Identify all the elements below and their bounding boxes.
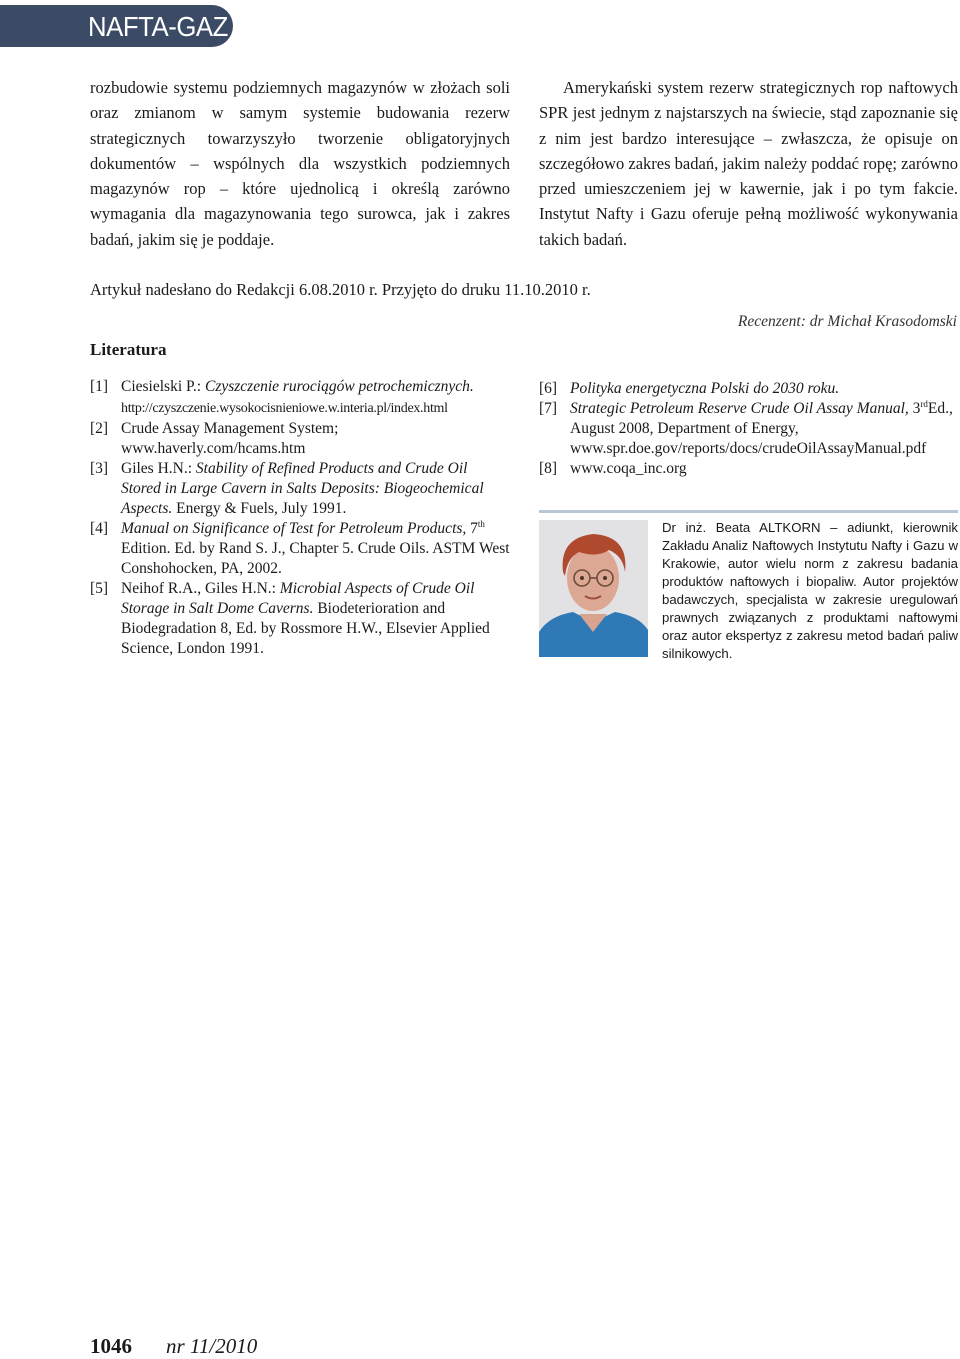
author-divider [539,510,958,513]
reference-number: [5] [90,580,109,597]
author-portrait-icon [539,520,648,657]
reference-sup: th [477,518,485,529]
reference-title: Polityka energetyczna Polski do 2030 roku. [570,380,840,397]
reference-text [570,459,959,479]
author-bio: Dr inż. Beata ALTKORN – adiunkt, kierownik Zakładu Analiz Naftowych Instytutu Nafty i Gazu w Krakowie, autor wielu norm z zakresu badania produktów naftowych i biopaliw. Autor projektów badawczych, specjalista w zakresie uregulowań prawnych związanych z produktami naftowymi oraz autor ekspertyz z zakresu metod badań paliw silnikowych. [662,520,958,661]
reference-number: [7] [539,400,558,417]
reference-title: Manual on Significance of Test for Petroleum Products, [121,520,467,537]
reference-item [90,377,510,419]
journal-title: NAFTA-GAZ [88,11,228,42]
reference-text [121,377,510,419]
references-right-column [539,379,959,479]
body-left-paragraph: rozbudowie systemu podziemnych magazynów w złożach soli oraz zmianom w samym systemie budowania rezerw strategicznych towarzyszyło tworzenie obligatoryjnych dokumentów – wspólnych dla wszystkich podziemnych magazynów rop – które ujednolicą i określą zarówno wymagania dla magazynowania tego surowca, jak i zakres badań, jakim się je poddaje. [90,78,510,249]
reference-item [539,459,959,479]
reference-item [90,519,510,579]
reference-source: Energy & Fuels, July 1991. [172,500,347,517]
reference-item [90,579,510,659]
reference-number: [3] [90,460,109,477]
author-photo [539,520,648,657]
reference-author: Neihof R.A., Giles H.N.: [121,580,280,597]
reference-number: [1] [90,378,109,395]
reference-title: Stability of Refined Products and Crude Oil Stored in Large Cavern in Salts Deposits: Biogeochemical Aspects. [121,460,484,517]
reference-link[interactable]: www.coqa_inc.org [570,460,687,477]
reference-text [121,419,510,459]
reference-item [90,419,510,459]
reference-item [539,399,959,459]
reference-text [121,519,510,579]
body-right-paragraph: Amerykański system rezerw strategicznych rop naftowych SPR jest jednym z najstarszych na świecie, stąd zapoznanie się z nim jest bardzo interesujące – zwłaszcza, że opisuje on szczegółowo zakres badań, jakim należy poddać ropę; zarówno przed umieszczeniem jej w kawernie, jak i po tym fakcie. Instytut Nafty i Gazu oferuje pełną możliwość wykonywania takich badań. [539,78,958,249]
reference-source: Ed., August 2008, Department of Energy, www.spr.doe.gov/reports/docs/crudeOilAssayManual.pdf [570,400,953,457]
reference-source: Biodeterioration and Biodegradation 8, Ed. by Rossmore H.W., Elsevier Applied Science, London 1991. [121,600,490,657]
reference-edition: 7 [466,520,478,537]
reference-item [539,379,959,399]
reference-source: Edition. Ed. by Rand S. J., Chapter 5. Crude Oils. ASTM West Conshohocken, PA, 2002. [121,540,510,577]
page-number: 1046 [90,1334,132,1358]
reference-text [121,579,510,659]
reference-item [90,459,510,519]
reference-number: [8] [539,460,558,477]
reference-title: Microbial Aspects of Crude Oil Storage in Salt Dome Caverns. [121,580,475,617]
reference-number: [4] [90,520,109,537]
issue-label: nr 11/2010 [166,1334,258,1358]
reference-number: [6] [539,380,558,397]
reference-number: [2] [90,420,109,437]
reviewer-note: Recenzent: dr Michał Krasodomski [737,313,957,330]
reference-text [570,399,959,459]
reference-text [570,379,959,399]
references-left-column [90,377,510,659]
reference-text [121,459,510,519]
reference-author: Ciesielski P.: [121,378,205,395]
received-note: Artykuł nadesłano do Redakcji 6.08.2010 r. Przyjęto do druku 11.10.2010 r. [90,280,591,299]
reference-link[interactable]: Crude Assay Management System; www.haverly.com/hcams.htm [121,420,339,457]
reference-title: Strategic Petroleum Reserve Crude Oil Assay Manual, [570,400,909,417]
reference-author: Giles H.N.: [121,460,196,477]
reference-link[interactable]: http://czyszczenie.wysokocisnieniowe.w.interia.pl/index.html [121,401,448,416]
reference-sup: rd [920,398,928,409]
reference-title: Czyszczenie rurociągów petrochemicznych. [204,378,474,395]
literature-heading: Literatura [90,340,167,359]
reference-edition: 3 [908,400,921,417]
